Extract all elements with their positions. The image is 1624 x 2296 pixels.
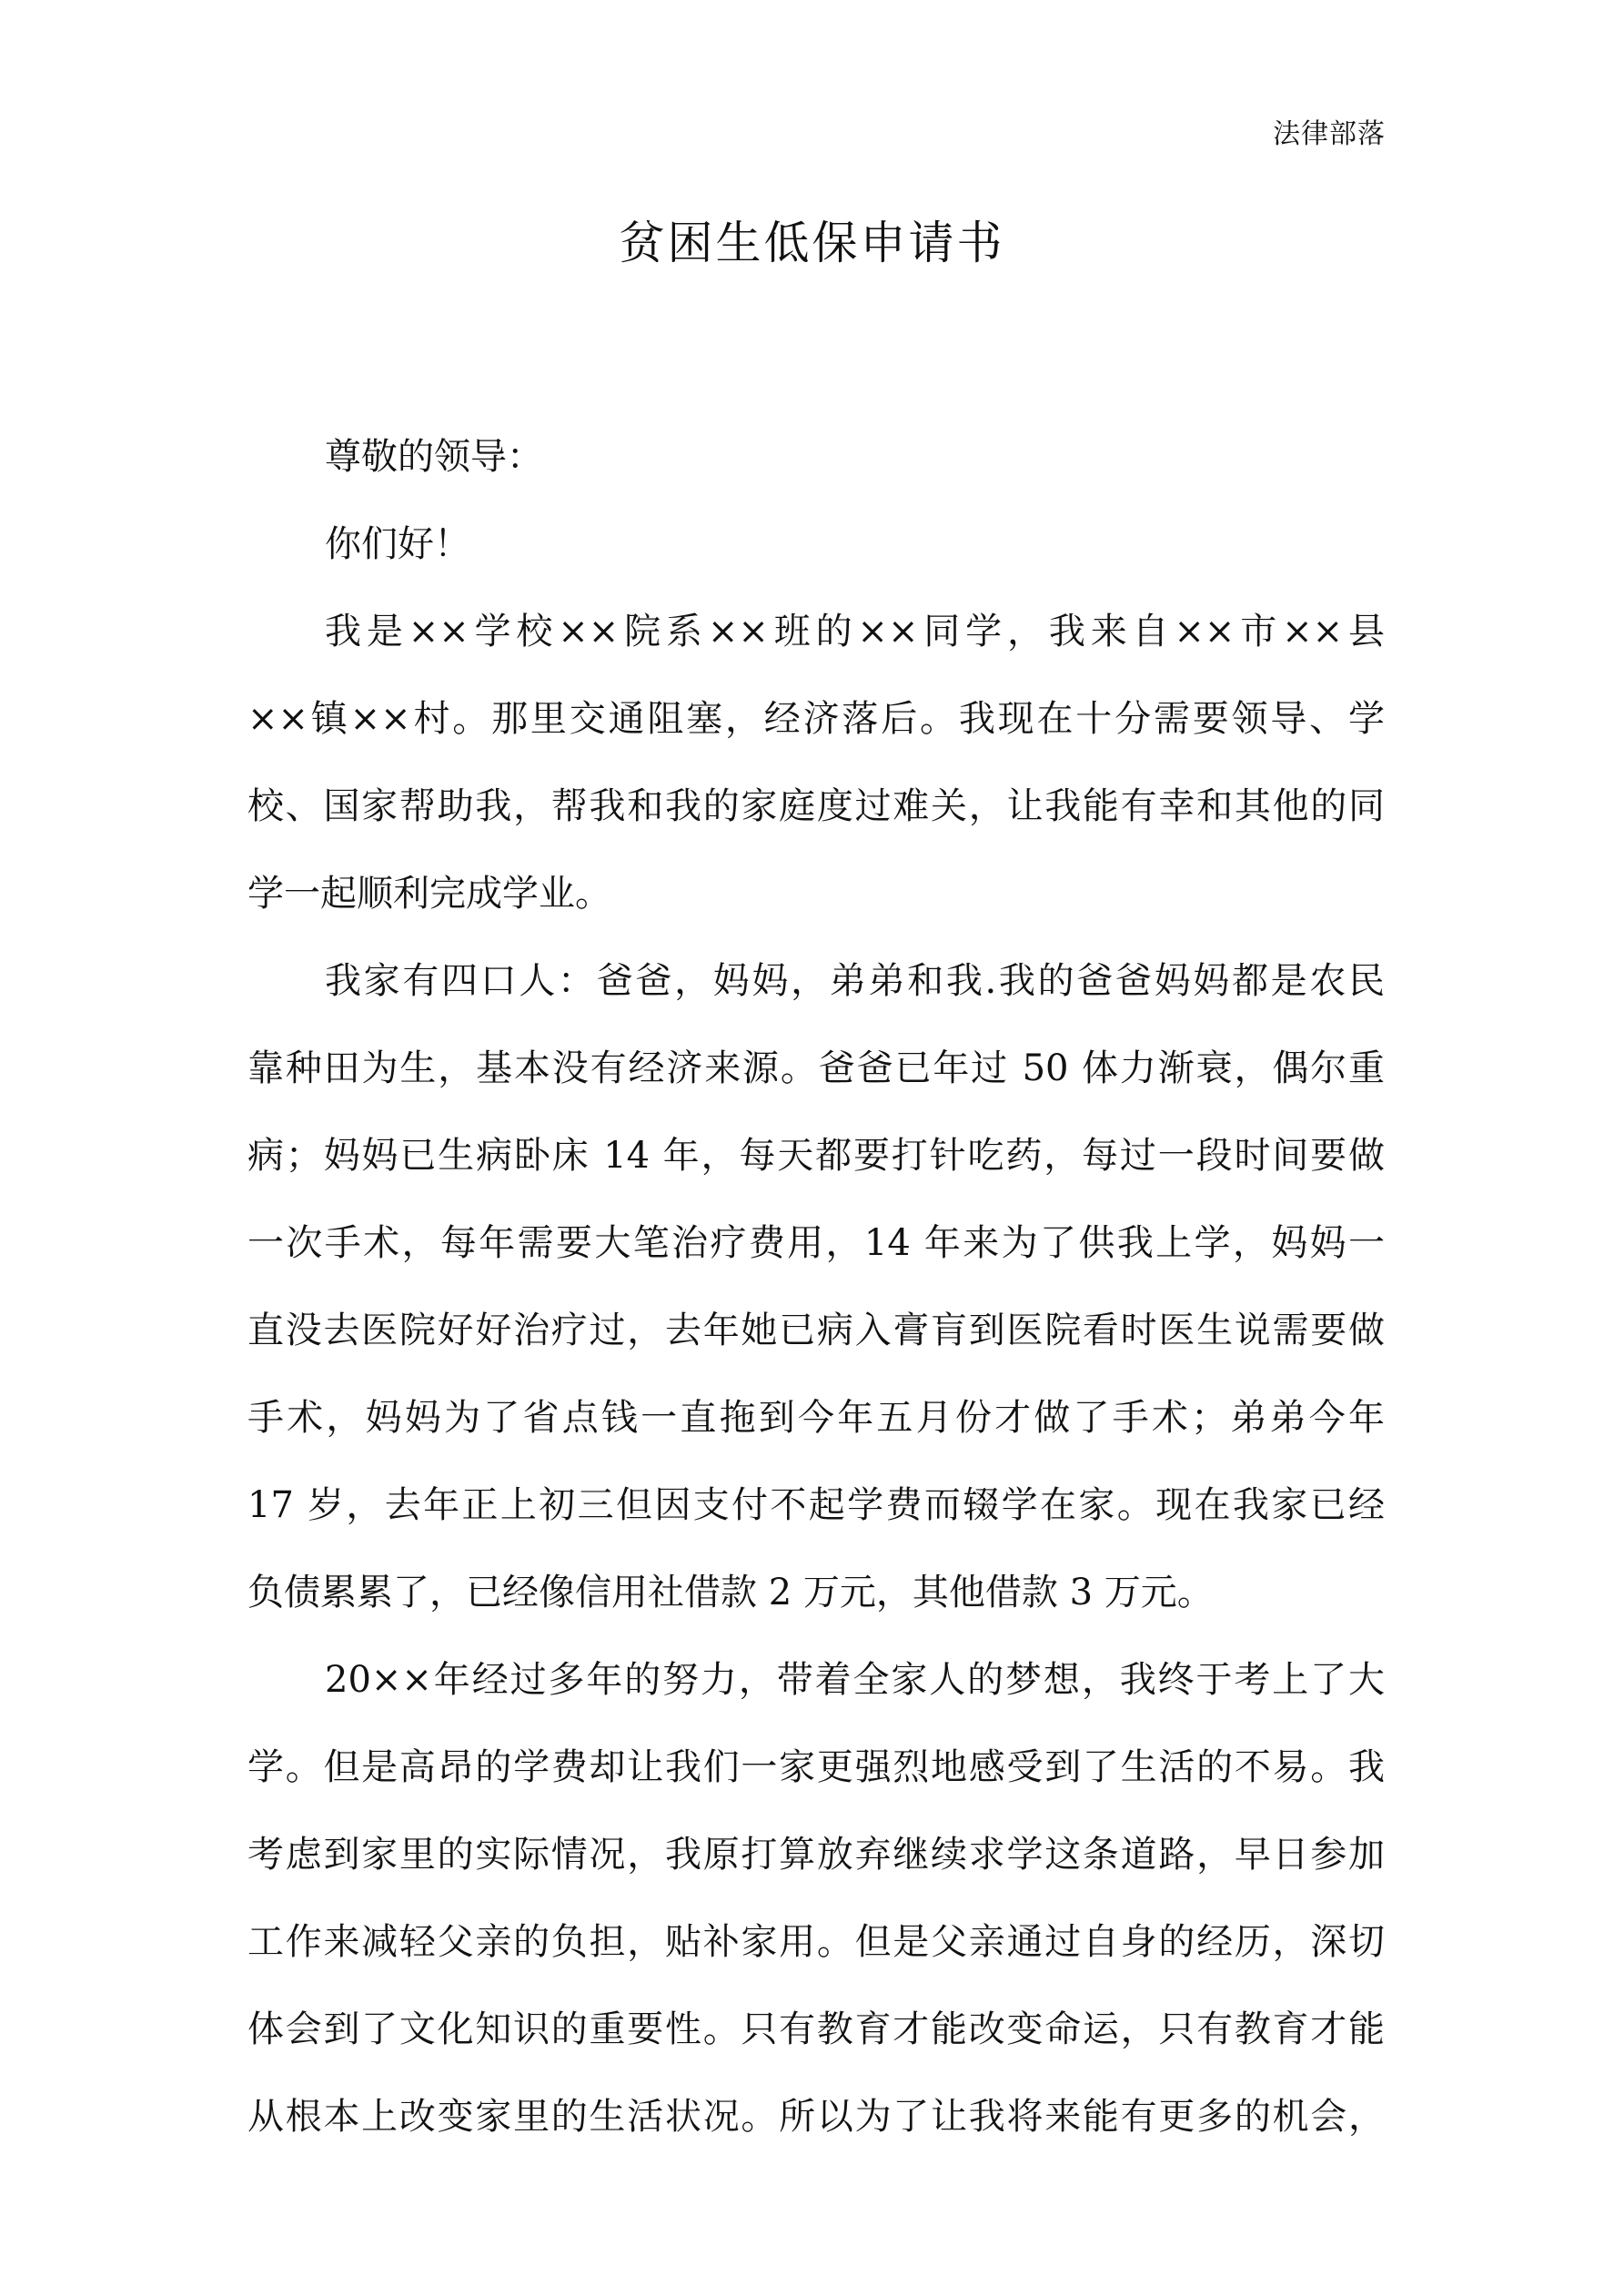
document-title: 贫困生低保申请书: [619, 217, 1005, 269]
paragraph-2-line-2: 靠种田为生，基本没有经济来源。爸爸已年过 50 体力渐衰，偶尔重: [247, 1047, 1385, 1089]
paragraph-3-line-1: 20××年经过多年的努力，带着全家人的梦想，我终于考上了大: [325, 1659, 1385, 1701]
paragraph-1-line-2: ××镇××村。那里交通阻塞，经济落后。我现在十分需要领导、学: [247, 698, 1385, 740]
paragraph-2-line-4: 一次手术，每年需要大笔治疗费用，14 年来为了供我上学，妈妈一: [247, 1222, 1385, 1264]
paragraph-2-line-5: 直没去医院好好治疗过，去年她已病入膏肓到医院看时医生说需要做: [247, 1310, 1385, 1351]
paragraph-3-line-2: 学。但是高昂的学费却让我们一家更强烈地感受到了生活的不易。我: [247, 1746, 1385, 1788]
paragraph-2-line-8: 负债累累了，已经像信用社借款 2 万元，其他借款 3 万元。: [247, 1572, 1214, 1613]
paragraph-2-line-1: 我家有四口人：爸爸，妈妈，弟弟和我.我的爸爸妈妈都是农民: [325, 960, 1385, 1002]
header-brand: 法律部落: [1273, 118, 1386, 150]
greeting: 尊敬的领导：: [325, 436, 543, 478]
paragraph-2-line-7: 17 岁，去年正上初三但因支付不起学费而辍学在家。现在我家已经: [247, 1484, 1385, 1526]
salutation: 你们好！: [325, 523, 470, 565]
paragraph-3-line-5: 体会到了文化知识的重要性。只有教育才能改变命运，只有教育才能: [247, 2008, 1385, 2050]
paragraph-2-line-6: 手术，妈妈为了省点钱一直拖到今年五月份才做了手术；弟弟今年: [247, 1397, 1385, 1439]
paragraph-3-line-4: 工作来减轻父亲的负担，贴补家用。但是父亲通过自身的经历，深切: [247, 1921, 1385, 1963]
paragraph-2-line-3: 病；妈妈已生病卧床 14 年，每天都要打针吃药，每过一段时间要做: [247, 1135, 1385, 1177]
paragraph-1-line-4: 学一起顺利完成学业。: [247, 873, 611, 915]
paragraph-1-line-3: 校、国家帮助我，帮我和我的家庭度过难关，让我能有幸和其他的同: [247, 785, 1385, 827]
paragraph-1-line-1: 我是××学校××院系××班的××同学，我来自××市××县: [325, 611, 1385, 652]
paragraph-3-line-3: 考虑到家里的实际情况，我原打算放弃继续求学这条道路，早日参加: [247, 1834, 1385, 1876]
paragraph-3-line-6: 从根本上改变家里的生活状况。所以为了让我将来能有更多的机会，: [247, 2096, 1385, 2138]
